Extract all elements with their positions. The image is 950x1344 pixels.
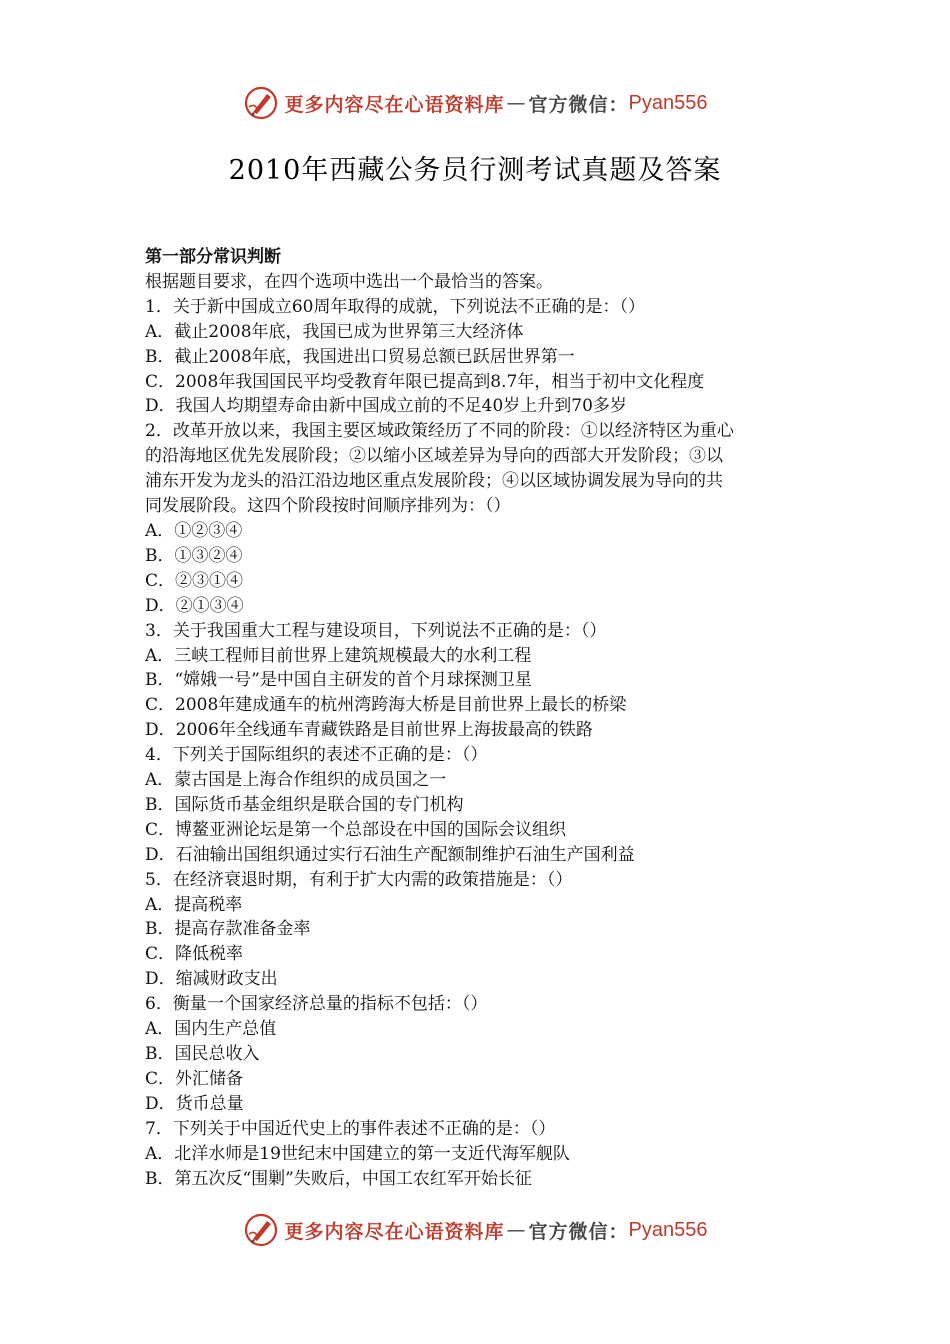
text-line: D．2006年全线通车青藏铁路是目前世界上海拔最高的铁路 xyxy=(145,720,593,741)
text-line: C．②③①④ xyxy=(145,570,244,591)
banner-dash: — xyxy=(506,92,527,114)
text-line: D．我国人均期望寿命由新中国成立前的不足40岁上升到70多岁 xyxy=(145,396,627,417)
text-line: B．国际货币基金组织是联合国的专门机构 xyxy=(145,794,464,815)
document-body xyxy=(145,245,810,1191)
text-line: B．提高存款准备金率 xyxy=(145,919,311,940)
banner-text: 更多内容尽在心语资料库 xyxy=(284,93,505,116)
banner-label: 官方微信： xyxy=(528,1220,629,1243)
text-line: D．②①③④ xyxy=(145,595,244,616)
text-line: 2．改革开放以来，我国主要区域政策经历了不同的阶段：①以经济特区为重心 xyxy=(145,421,734,442)
text-line: 7．下列关于中国近代史上的事件表述不正确的是：（） xyxy=(145,1118,556,1139)
text-line: 6．衡量一个国家经济总量的指标不包括：（） xyxy=(145,994,488,1015)
text-line: A．①②③④ xyxy=(145,520,243,541)
text-line: B．①③②④ xyxy=(145,545,243,566)
text-line: 5．在经济衰退时期，有利于扩大内需的政策措施是：（） xyxy=(145,869,573,890)
text-line: C．博鳌亚洲论坛是第一个总部设在中国的国际会议组织 xyxy=(145,819,567,840)
footer-banner xyxy=(0,1210,950,1250)
text-line: D．石油输出国组织通过实行石油生产配额制维护石油生产国利益 xyxy=(145,844,635,865)
text-line: B．国民总收入 xyxy=(145,1044,260,1064)
banner-label: 官方微信： xyxy=(528,93,629,116)
text-line: A．三峡工程师目前世界上建筑规模最大的水利工程 xyxy=(145,645,532,666)
pen-quill-logo-icon xyxy=(243,85,279,121)
banner-text: 更多内容尽在心语资料库 xyxy=(284,1220,505,1243)
text-line: B．“嫦娥一号”是中国自主研发的首个月球探测卫星 xyxy=(145,670,532,691)
banner-wechat-id: Pyan556 xyxy=(628,91,708,114)
text-line: D．货币总量 xyxy=(145,1093,244,1114)
text-line: C．外汇储备 xyxy=(145,1068,244,1089)
text-line: 4．下列关于国际组织的表述不正确的是：（） xyxy=(145,745,488,766)
text-line: A．截止2008年底，我国已成为世界第三大经济体 xyxy=(145,321,524,342)
text-line: 1．关于新中国成立60周年取得的成就，下列说法不正确的是：（） xyxy=(145,296,645,317)
text-line: 同发展阶段。这四个阶段按时间顺序排列为：（） xyxy=(145,496,511,517)
text-line: C．降低税率 xyxy=(145,944,244,965)
banner-wechat-id: Pyan556 xyxy=(628,1218,708,1241)
section-instruction: 根据题目要求，在四个选项中选出一个最恰当的答案。 xyxy=(145,271,553,292)
text-line: D．缩减财政支出 xyxy=(145,969,278,990)
text-line: A．国内生产总值 xyxy=(145,1019,277,1040)
text-line: C．2008年建成通车的杭州湾跨海大桥是目前世界上最长的桥梁 xyxy=(145,695,627,716)
banner-dash: — xyxy=(506,1219,527,1241)
text-line: B．截止2008年底，我国进出口贸易总额已跃居世界第一 xyxy=(145,346,575,367)
text-line: 浦东开发为龙头的沿江沿边地区重点发展阶段；④以区域协调发展为导向的共 xyxy=(145,471,723,492)
document-title: 2010年西藏公务员行测考试真题及答案 xyxy=(228,155,722,186)
text-line: C．2008年我国国民平均受教育年限已提高到8.7年，相当于初中文化程度 xyxy=(145,371,705,392)
section-heading: 第一部分常识判断 xyxy=(145,247,281,267)
question-list xyxy=(145,295,810,1192)
text-line: A．提高税率 xyxy=(145,894,243,915)
pen-quill-logo-icon xyxy=(243,1212,279,1248)
text-line: 的沿海地区优先发展阶段；②以缩小区域差异为导向的西部大开发阶段；③以 xyxy=(145,446,723,467)
text-line: 3．关于我国重大工程与建设项目，下列说法不正确的是：（） xyxy=(145,620,607,641)
text-line: B．第五次反“围剿”失败后，中国工农红军开始长征 xyxy=(145,1168,532,1189)
text-line: A．北洋水师是19世纪末中国建立的第一支近代海军舰队 xyxy=(145,1143,570,1164)
text-line: A．蒙古国是上海合作组织的成员国之一 xyxy=(145,770,447,791)
header-banner xyxy=(0,83,950,123)
